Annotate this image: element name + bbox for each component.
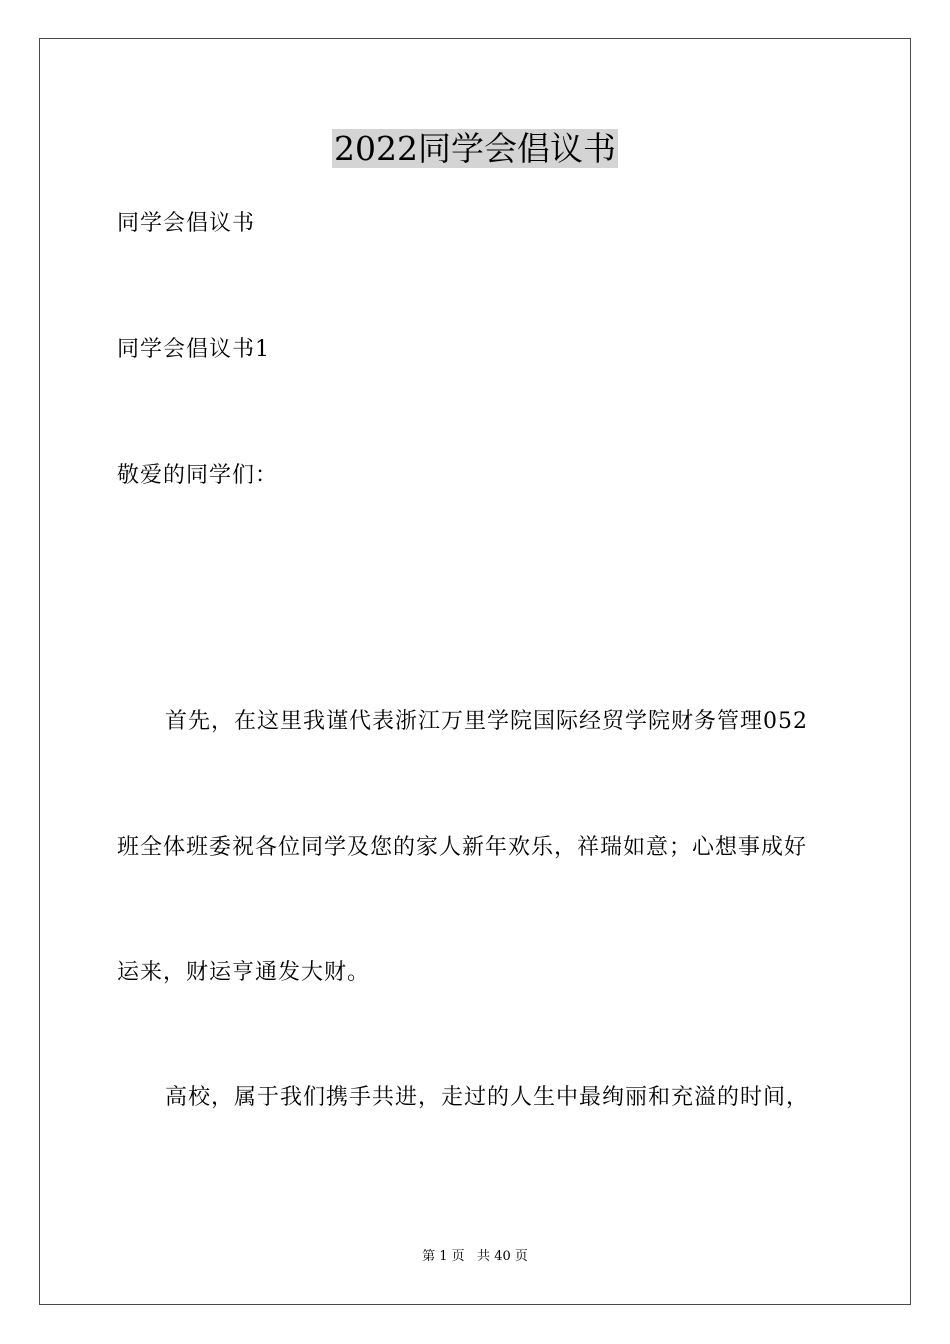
- subtitle-line: 同学会倡议书: [117, 211, 256, 236]
- salutation: 敬爱的同学们：: [117, 463, 279, 488]
- page-number-footer: 第 1 页 共 40 页: [422, 1249, 528, 1264]
- body-text-line: 高校，属于我们携手共进，走过的人生中最绚丽和充溢的时间，: [165, 1085, 810, 1110]
- body-text-line: 班全体班委祝各位同学及您的家人新年欢乐，祥瑞如意；心想事成好: [117, 835, 808, 860]
- section-heading: 同学会倡议书1: [117, 337, 270, 362]
- body-text-line: 运来，财运亨通发大财。: [117, 960, 371, 985]
- document-title-text: 2022同学会倡议书: [334, 129, 616, 168]
- document-title: [0, 127, 950, 171]
- body-text-line: 首先，在这里我谨代表浙江万里学院国际经贸学院财务管理052: [165, 709, 808, 734]
